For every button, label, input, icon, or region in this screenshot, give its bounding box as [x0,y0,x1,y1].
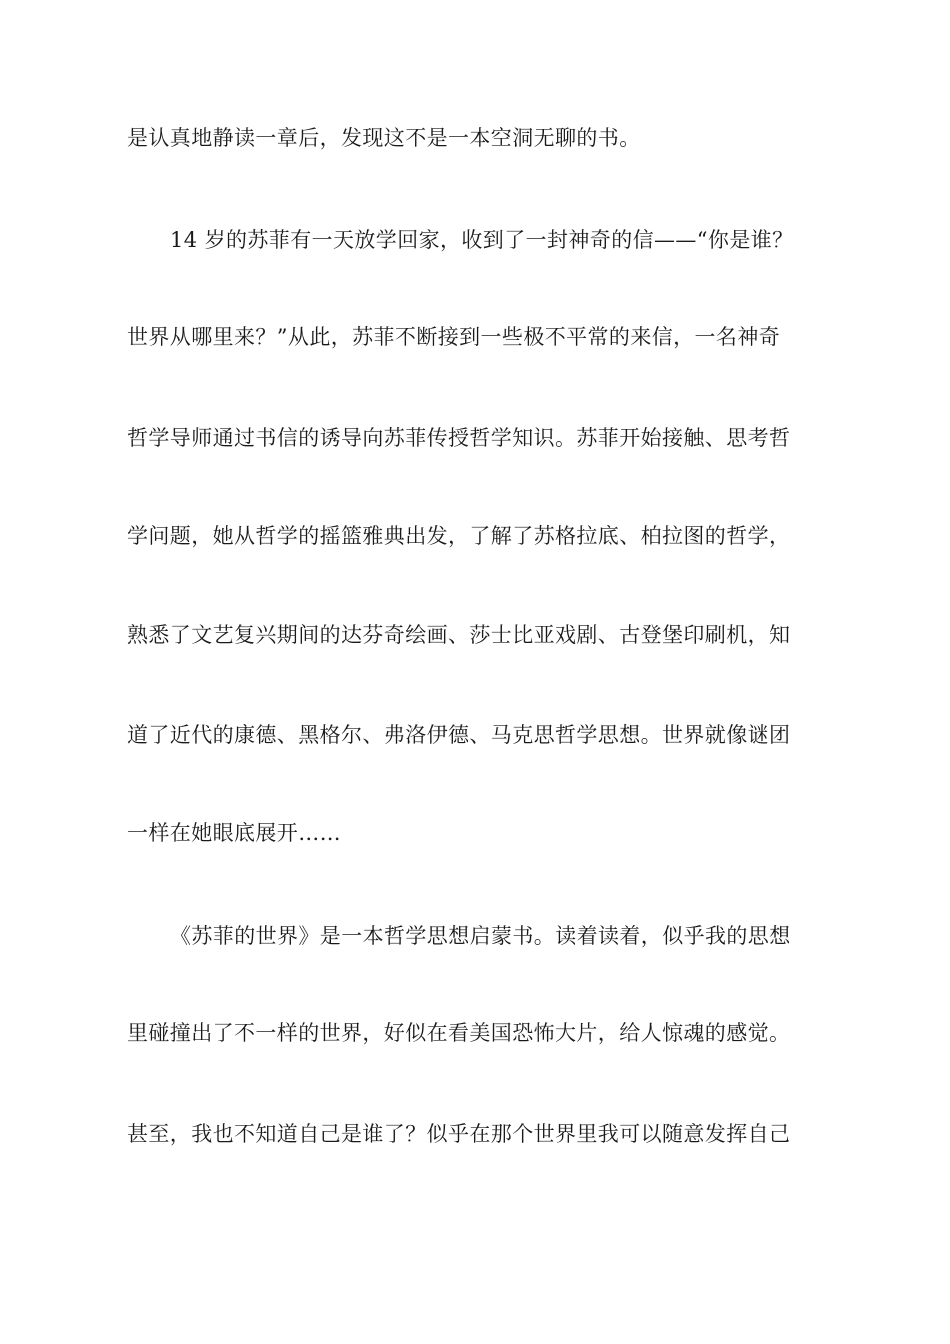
text-line: 世界从哪里来？”从此，苏菲不断接到一些极不平常的来信，一名神奇 [127,325,781,349]
text-line: 甚至，我也不知道自己是谁了？似乎在那个世界里我可以随意发挥自己 [127,1122,791,1146]
text-line: 学问题，她从哲学的摇篮雅典出发，了解了苏格拉底、柏拉图的哲学， [127,524,791,548]
text-line: 一样在她眼底展开…… [127,821,341,845]
text-line: 里碰撞出了不一样的世界，好似在看美国恐怖大片，给人惊魂的感觉。 [127,1021,791,1045]
text-line: 哲学导师通过书信的诱导向苏菲传授哲学知识。苏菲开始接触、思考哲 [127,426,791,450]
text-line: 是认真地静读一章后，发现这不是一本空洞无聊的书。 [127,126,641,150]
text-line: 熟悉了文艺复兴期间的达芬奇绘画、莎士比亚戏剧、古登堡印刷机，知 [127,623,791,647]
text-line: 道了近代的康德、黑格尔、弗洛伊德、马克思哲学思想。世界就像谜团 [127,723,791,747]
paragraph-start-line: 14 岁的苏菲有一天放学回家，收到了一封神奇的信——“你是谁？ [170,228,794,252]
paragraph-start-line: 《苏菲的世界》是一本哲学思想启蒙书。读着读着，似乎我的思想 [170,924,791,948]
